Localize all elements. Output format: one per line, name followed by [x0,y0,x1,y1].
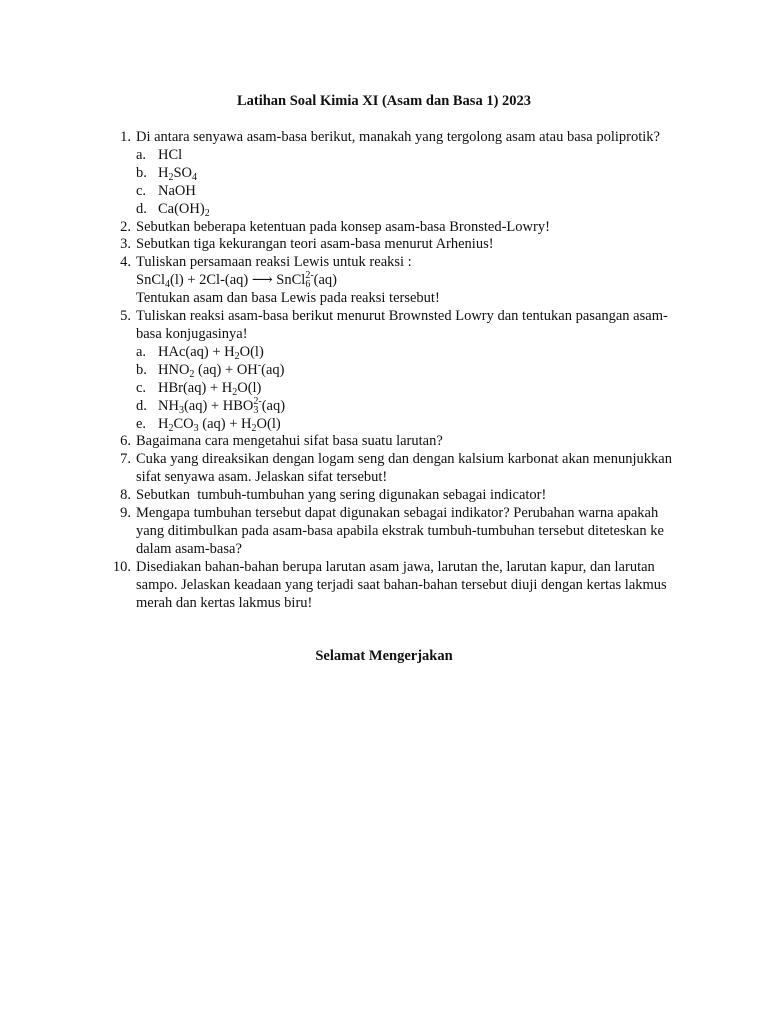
question-number: 10. [112,558,131,575]
question-number: 4. [120,254,131,271]
option-d: d. $NH_3(aq) + HBO_3^{2-}(aq)$ [136,395,286,416]
question-5 [107,308,687,433]
question-1 [107,129,687,219]
question-number: 1. [120,129,131,145]
question-text: Di antara senyawa asam-basa berikut, manakah yang tergolong asam atau basa poliprotik? [136,129,660,145]
question-number: 3. [120,236,131,253]
question-number: 7. [120,451,131,468]
question-7 [107,451,687,487]
question-text: Tuliskan reaksi asam-basa berikut menurut Brownsted Lowry dan tentukan pasangan asam-basa konjugasinya! [136,308,668,342]
question-text: Sebutkan tiga kekurangan teori asam-basa menurut Arhenius! [136,236,494,253]
question-number: 2. [120,218,131,235]
option-d: d. $Ca(OH)_2$ [136,200,210,219]
question-number: 5. [120,308,131,325]
question-6 [107,433,687,451]
question-list [107,129,687,612]
option-c: c. $HBr(aq) + H_2O(l)$ [136,379,262,398]
option-b: b. $H_2SO_4$ [136,164,198,183]
question-8 [107,487,687,505]
option-list [136,147,687,219]
question-text: Tuliskan persamaan reaksi Lewis untuk reaksi : [136,254,412,271]
question-number: 8. [120,487,131,504]
question-2 [107,219,687,237]
question-10 [107,559,687,613]
option-b: b. $HNO_2$ (aq) + OH-(aq) [136,359,285,380]
option-a: a. HCl [136,146,183,163]
option-a: a. $HAc(aq) + H_2O(l)$ [136,343,264,362]
question-text-2: Tentukan asam dan basa Lewis pada reaksi tersebut! [136,290,440,307]
question-number: 9. [120,505,131,522]
question-number: 6. [120,433,131,450]
option-e: e. $H_2CO_3$ $(aq) + H_2O(l)$ [136,415,281,434]
question-text: Sebutkan beberapa ketentuan pada konsep asam-basa Bronsted-Lowry! [136,218,550,235]
question-text: Mengapa tumbuhan tersebut dapat digunakan sebagai indikator? Perubahan warna apakah yang ditimbulkan pada asam-basa apabila ekstrak tumbuh-tumbuhan tersebut diteteskan ke dalam asam-basa? [136,505,664,557]
option-list [136,344,687,434]
question-text: Cuka yang direaksikan dengan logam seng dan dengan kalsium karbonat akan menunjukkan sifat senyawa asam. Jelaskan sifat tersebut! [136,451,672,486]
question-text: Sebutkan tumbuh-tumbuhan yang sering digunakan sebagai indicator! [136,487,547,504]
question-9 [107,505,687,559]
question-text: Disediakan bahan-bahan berupa larutan asam jawa, larutan the, larutan kapur, dan larutan sampo. Jelaskan keadaan yang terjadi saat bahan-bahan tersebut diuji dengan kertas lakmus merah dan kertas lakmus biru! [136,558,667,611]
reaction-equation: SnCl$_4$(l) + 2Cl-(aq) ⟶ SnCl$_6^{2-}$(aq) [136,270,337,291]
document-title: Latihan Soal Kimia XI (Asam dan Basa 1) 2023 [236,93,532,109]
question-3 [107,236,687,254]
question-text: Bagaimana cara mengetahui sifat basa suatu larutan? [136,433,443,450]
closing-text: Selamat Mengerjakan [315,648,453,664]
question-4 [107,254,687,308]
option-c: c. NaOH [136,182,196,199]
